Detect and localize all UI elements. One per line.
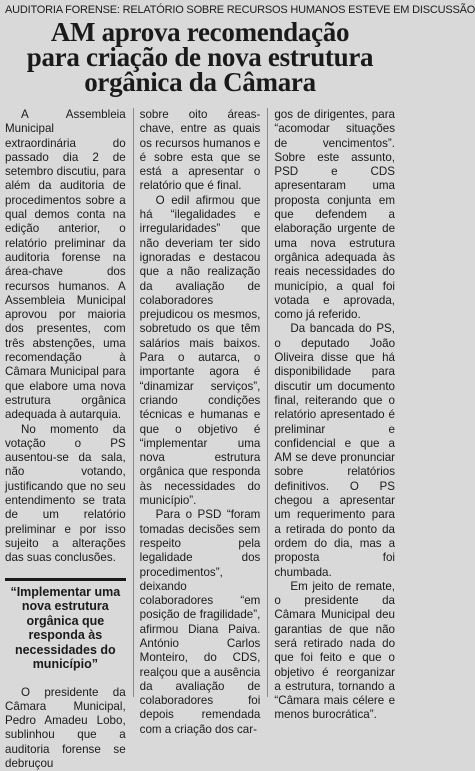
headline-line-2: para criação de nova estrutura <box>5 45 395 70</box>
article-headline <box>5 20 395 95</box>
article-kicker: AUDITORIA FORENSE: RELATÓRIO SOBRE RECURSOS HUMANOS ESTEVE EM DISCUSSÃO <box>5 0 395 17</box>
paragraph: sobre oito áreas-chave, entre as quais os recursos humanos e é sobre esta que se está a apresentar o relatório que é final. <box>140 108 261 194</box>
paragraph: O presidente da Câmara Municipal, Pedro Amadeu Lobo, sublinhou que a auditoria forense se debruçou <box>5 686 126 771</box>
paragraph: No momento da votação o PS ausentou-se da sala, não votando, justificando que no seu entendimento se trata de um relatório preliminar e por isso sujeito a alterações das suas conclusões. <box>5 423 126 566</box>
column-2 <box>133 108 261 697</box>
column-3 <box>267 108 395 697</box>
headline-line-1: AM aprova recomendação <box>5 20 395 45</box>
paragraph: Em jeito de remate, o presidente da Câmara Municipal deu garantias de que não será retirado nada do que foi feito e que o objetivo é reorganizar a estrutura, tornando a “Câmara mais célere e menos burocrática”. <box>274 580 395 723</box>
column-1 <box>5 108 126 697</box>
paragraph: gos de dirigentes, para “acomodar situações de vencimentos”. Sobre este assunto, PSD e CDS apresentaram uma proposta conjunta em que defendem a elaboração urgente de uma nova estrutura orgânica adequada às reais necessidades do município, a qual foi votada e aprovada, como já referido. <box>274 108 395 322</box>
paragraph: Para o PSD “foram tomadas decisões sem respeito pela legalidade dos procedimentos”, deixando colaboradores “em posição de fragilidade”, afirmou Diana Paiva. António Carlos Monteiro, do CDS, realçou que a ausência da avaliação de colaboradores foi depois remendada com a criação dos car- <box>140 508 261 737</box>
paragraph: A Assembleia Municipal extraordinária do passado dia 2 de setembro discutiu, para além da auditoria de procedimentos sobre a qual demos conta na edição anterior, o relatório preliminar da auditoria forense na área-chave dos recursos humanos. A Assembleia Municipal aprovou por maioria dos presentes, com três abstenções, uma recomendação à Câmara Municipal para que elabore uma nova estrutura orgânica adequada à autarquia. <box>5 108 126 423</box>
headline-line-3: orgânica da Câmara <box>5 70 395 95</box>
paragraph: Da bancada do PS, o deputado João Oliveira disse que há disponibilidade para discutir um documento final, reiterando que o relatório apresentado é preliminar e confidencial e que a AM se deve pronunciar sobre relatórios definitivos. O PS chegou a apresentar um requerimento para a retirada do ponto da ordem do dia, mas a proposta foi chumbada. <box>274 322 395 579</box>
article-body <box>5 108 395 697</box>
pull-quote: “Implementar uma nova estrutura orgânica que responda às necessidades do município” <box>5 578 126 676</box>
paragraph: O edil afirmou que há “ilegalidades e irregularidades” que não deveriam ter sido ignoradas e destacou que a não realização da avaliação de colaboradores prejudicou os mesmos, sobretudo os que têm salários mais baixos. Para o autarca, o importante agora é “dinamizar serviços”, criando condições técnicas e humanas e que o objetivo é “implementar uma nova estrutura orgânica que responda às necessidades do município”. <box>140 194 261 509</box>
